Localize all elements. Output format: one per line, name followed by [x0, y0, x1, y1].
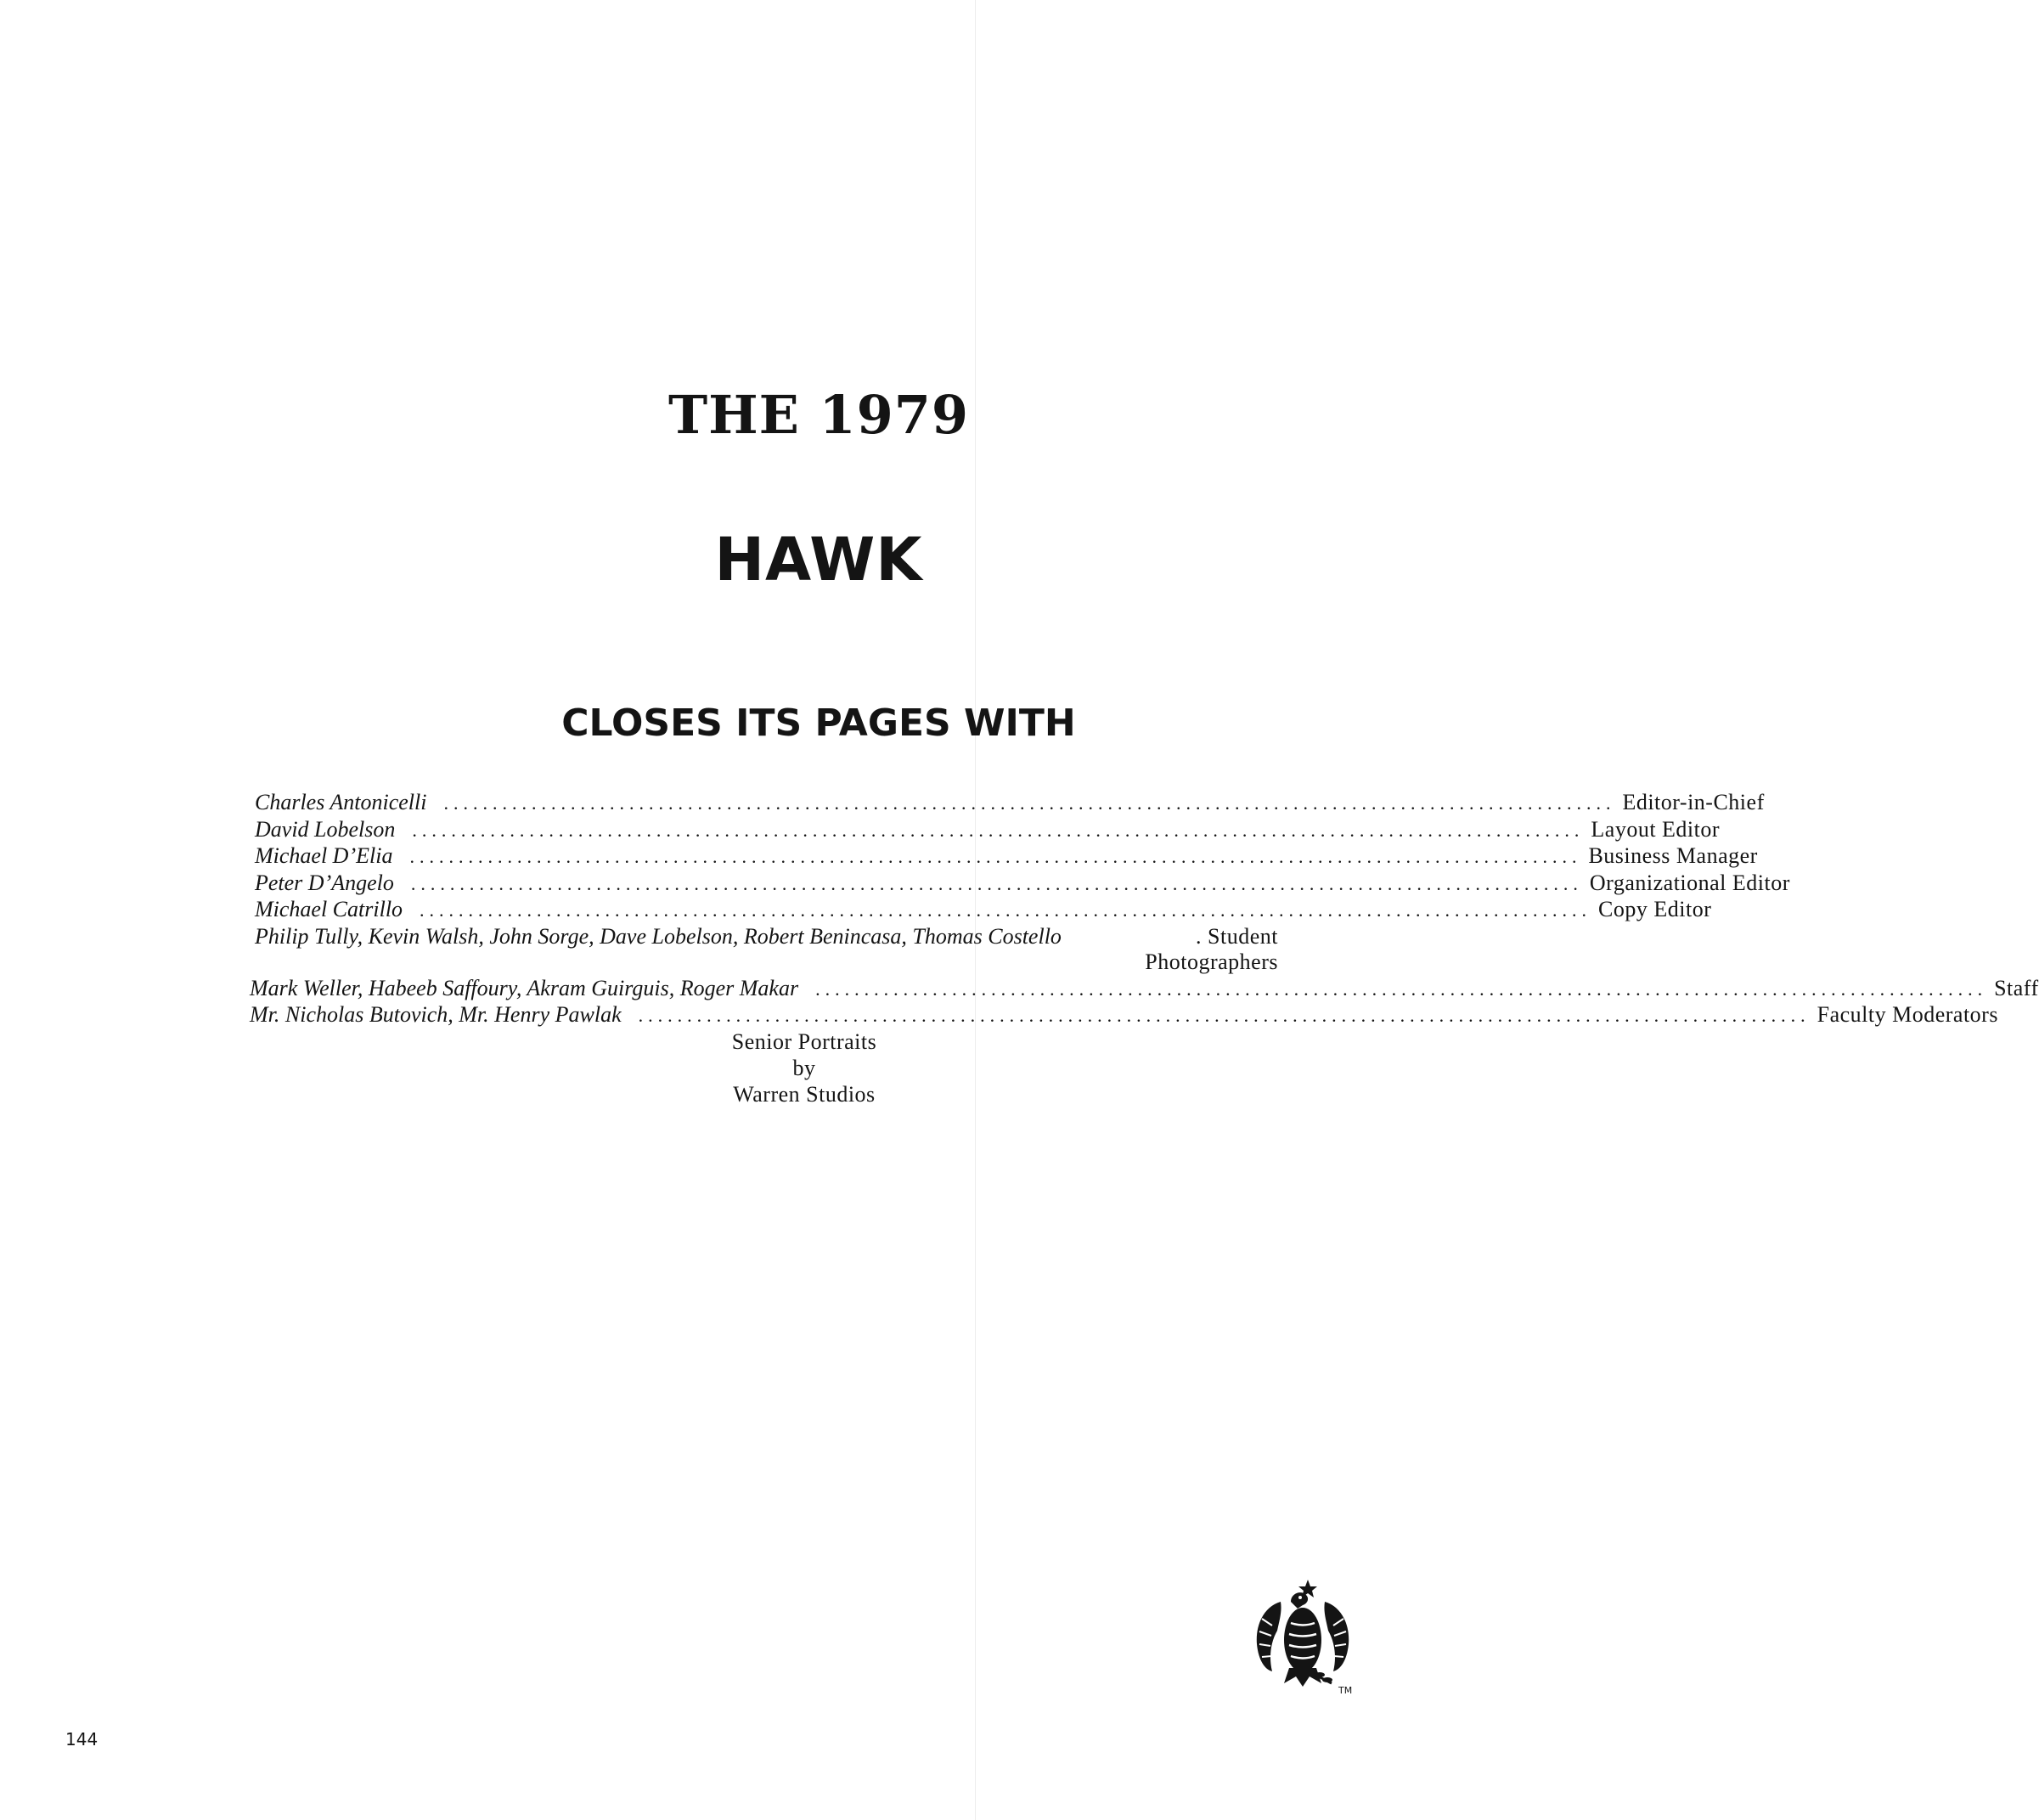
dot-leader: ........................................................................................................................: [420, 899, 1592, 921]
staff-row-continued: [255, 949, 1278, 976]
dot-leader: ........................................................................................................................: [638, 1005, 1811, 1026]
dot-leader: ........................................................................................................................: [443, 792, 1616, 814]
staff-row: [255, 870, 1790, 898]
credits-line: by: [792, 1056, 816, 1080]
title-hawk: HAWK: [714, 525, 923, 594]
staff-name: Mark Weller, Habeeb Saffoury, Akram Guirguis, Roger Makar: [250, 975, 799, 1000]
staff-row: [255, 816, 1721, 844]
staff-role: Editor-in-Chief: [1622, 790, 1765, 814]
staff-row: [255, 924, 1278, 950]
trademark-mark: TM: [1338, 1685, 1353, 1696]
staff-name: Charles Antonicelli: [255, 790, 427, 814]
staff-name: Michael D’Elia: [255, 843, 393, 868]
staff-name: Mr. Nicholas Butovich, Mr. Henry Pawlak: [250, 1002, 622, 1027]
staff-list: [250, 790, 2039, 1029]
staff-name: David Lobelson: [255, 816, 396, 842]
staff-row: [255, 790, 1765, 817]
dot-leader: ........................................................................................................................: [815, 978, 1988, 1000]
credits-line: Senior Portraits: [731, 1029, 877, 1054]
staff-name: Philip Tully, Kevin Walsh, John Sorge, Dave Lobelson, Robert Benincasa, Thomas Costello: [255, 923, 1062, 949]
title-closes: CLOSES ITS PAGES WITH: [561, 702, 1076, 745]
staff-role: Layout Editor: [1591, 816, 1721, 842]
title-year: THE 1979: [667, 384, 970, 446]
dot-leader: ........................................................................................................................: [410, 872, 1583, 894]
staff-role: Staff: [1994, 975, 2039, 1000]
staff-role: Copy Editor: [1598, 897, 1712, 921]
staff-role: Faculty Moderators: [1817, 1002, 1998, 1027]
portrait-credits: [104, 1028, 1504, 1107]
staff-row: [255, 843, 1758, 871]
dot-leader: ........................................................................................................................: [412, 819, 1585, 841]
staff-role: . Student: [1196, 923, 1278, 949]
staff-row: [255, 897, 1712, 924]
staff-role: Business Manager: [1588, 843, 1758, 868]
staff-row: [250, 975, 2039, 1003]
staff-role: Organizational Editor: [1589, 870, 1790, 895]
dot-leader: ........................................................................................................................: [409, 846, 1582, 867]
staff-name: Michael Catrillo: [255, 897, 403, 921]
page-number: 144: [65, 1729, 99, 1750]
staff-role: Photographers: [1145, 949, 1278, 974]
credits-line: Warren Studios: [733, 1082, 876, 1107]
eagle-emblem-icon: [1247, 1576, 1357, 1695]
staff-row: [250, 1002, 1998, 1029]
staff-name: Peter D’Angelo: [255, 870, 394, 895]
